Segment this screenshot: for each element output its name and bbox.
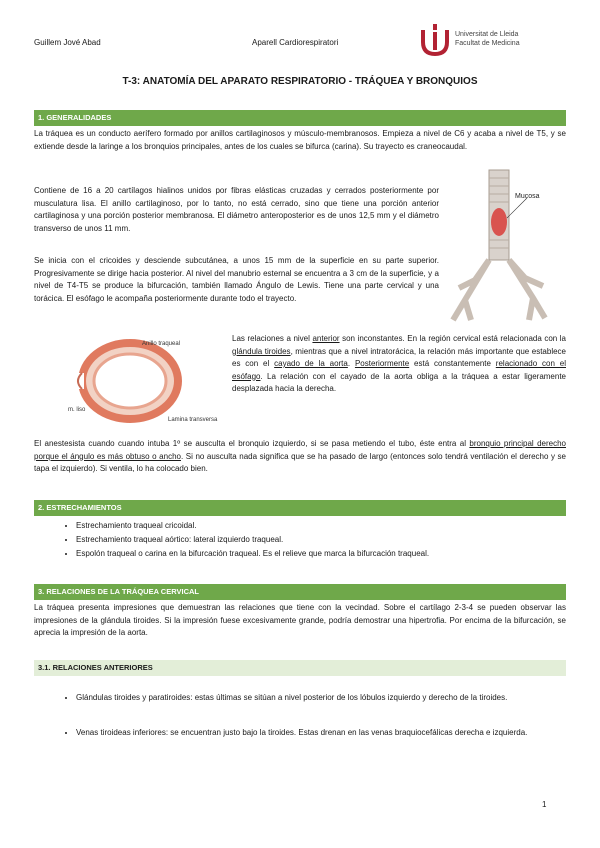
university-name: Universitat de Lleida Facultat de Medicina: [455, 31, 520, 47]
section-heading-relaciones-cervical: 3. RELACIONES DE LA TRÁQUEA CERVICAL: [34, 584, 566, 600]
list-item: • Venas tiroideas inferiores: se encuentran justo bajo la tiroides. Estas drenan en las venas braquiocefálicas derecha e izquierda.: [76, 727, 546, 740]
list-item: • Estrechamiento traqueal aórtico: lateral izquierdo traqueal.: [76, 533, 429, 547]
paragraph: Se inicia con el cricoides y desciende subcutánea, a unos 15 mm de la superficie en su parte superior. Progresivamente se dirige hacia posterior. Al nivel del manubrio esternal se encuentra a 3 cm de la superficie, y a nivel de T4-T5 se produce la bifurcación, también llamado Ángulo de Lewis. Tiene una parte cervical y una torácica. El esófago le acompaña posteriormente durante todo el trayecto.: [34, 256, 439, 303]
page-header: [0, 0, 600, 70]
subject-name: Aparell Cardiorespiratori: [252, 38, 339, 47]
paragraph: Contiene de 16 a 20 cartílagos hialinos unidos por fibras elásticas cruzadas y cerrados posteriormente por musculatura lisa. El anillo cartilaginoso, por lo tanto, no está cerrado, sino que tiene una porción anterior cartilaginosa y una porción posterior membranosa. El diámetro anteroposterior es de unos 12,5 mm y el diámetro transverso de unos 11 mm.: [34, 186, 439, 233]
trachea-illustration: [445, 170, 565, 330]
list-item: • Espolón traqueal o carina en la bifurcación traqueal. Es el relieve que marca la bifurcación traqueal.: [76, 547, 429, 561]
list-item: • Estrechamiento traqueal cricoidal.: [76, 519, 429, 533]
tracheal-ring-illustration: [70, 333, 230, 428]
page-title: T-3: ANATOMÍA DEL APARATO RESPIRATORIO - TRÁQUEA Y BRONQUIOS: [122, 76, 478, 87]
tracheal-ring: [70, 341, 181, 419]
ring-label-left: m. liso: [68, 407, 86, 413]
section-heading-generalidades: 1. GENERALIDADES: [34, 110, 566, 126]
narrowings-list: [62, 519, 429, 561]
ring-label-bottom: Lamina transversa: [168, 417, 218, 423]
paragraph-relations: Las relaciones a nivel anterior son inconstantes. En la región cervical está relacionada con la glándula tiroides, mientras que a nivel intratorácica, la relación más importante que establece es con el cayado de la aorta. Posteriormente está constantemente relacionado con el esófago. La relación con el cayado de la aorta obliga a la tráquea a estar ligeramente desplazada hacia la derecha.: [232, 334, 566, 393]
paragraph: La tráquea es un conducto aerífero formado por anillos cartilaginosos y músculo-membranosos. Empieza a nivel de C6 y acaba a nivel de T5, y se extiende desde la laringe a los bronquios principales, antes de los cuales se bifurca (carina). Su trayecto es craneocaudal.: [34, 129, 566, 151]
author-name: Guillem Jové Abad: [34, 38, 101, 47]
paragraph-anesthesia: El anestesista cuando cuando intuba 1º se ausculta el bronquio izquierdo, si se pasa metiendo el tubo, éste entra al bronquio principal derecho porque el ángulo es más obtuso o ancho. Si no ausculta nada significa que se ha pasado de largo (entonces solo tendrá ventilación el derecho y se tapa el izquierdo). Si ventila, lo ha colocado bien.: [34, 439, 567, 473]
paragraph: La tráquea presenta impresiones que demuestran las relaciones que tiene con la vecindad. Sobre el cartílago 2-3-4 se pueden observar las impresiones de la glándula tiroides. Si la impresión fuese excesivamente grande, podría demostrar una hipertrofia. Por encima de la bifurcación, se aprecia la impresión de la aorta.: [34, 603, 566, 637]
subsection-heading-relaciones-anteriores: 3.1. RELACIONES ANTERIORES: [34, 660, 566, 676]
list-item: • Glándulas tiroides y paratiroides: estas últimas se sitúan a nivel posterior de los lóbulos izquierdo y derecho de la tiroides.: [76, 692, 546, 705]
ring-label-top: Anillo traqueal: [142, 341, 181, 347]
section-heading-estrechamientos: 2. ESTRECHAMIENTOS: [34, 500, 566, 516]
mucosa-label: Mucosa: [515, 193, 540, 200]
university-logo: [420, 22, 450, 58]
page-number: 1: [542, 800, 547, 809]
anterior-relations-list: [62, 692, 546, 761]
